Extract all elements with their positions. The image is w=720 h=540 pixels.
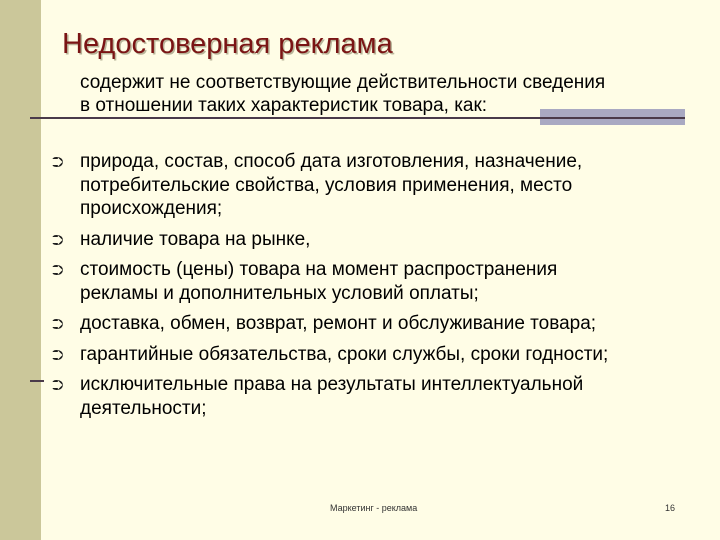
list-item-line: потребительские свойства, условия применения, место	[80, 174, 573, 196]
list-item-line: происхождения;	[80, 198, 223, 219]
list-item-line: наличие товара на рынке,	[80, 228, 311, 250]
left-accent-bar	[0, 0, 41, 540]
curved-arrow-icon: ⮊	[52, 377, 64, 394]
divider-line	[30, 117, 685, 119]
list-item-line: деятельности;	[80, 397, 207, 419]
list-item	[52, 312, 712, 336]
intro-line: содержит не соответствующие действительности сведения	[80, 72, 606, 93]
list-item-line: гарантийные обязательства, сроки службы, сроки годности;	[80, 343, 609, 365]
intro-line: в отношении таких характеристик товара, как:	[80, 95, 488, 116]
curved-arrow-icon: ⮊	[52, 262, 64, 279]
list-item	[52, 343, 712, 367]
list-item	[52, 228, 712, 252]
list-item-line: исключительные права на результаты интеллектуальной	[80, 374, 584, 395]
list-item	[52, 150, 712, 221]
page-number: 16	[665, 503, 676, 513]
bullet-list	[52, 150, 712, 427]
list-item	[52, 258, 712, 305]
curved-arrow-icon: ⮊	[52, 316, 64, 333]
slide-title: Недостоверная реклама	[62, 28, 393, 60]
list-item-line: природа, состав, способ дата изготовления, назначение,	[80, 151, 583, 172]
divider-stub	[30, 380, 44, 382]
footer-label: Маркетинг - реклама	[330, 503, 418, 513]
list-item-line: доставка, обмен, возврат, ремонт и обслуживание товара;	[80, 313, 597, 334]
list-item	[52, 373, 712, 420]
curved-arrow-icon: ⮊	[52, 231, 64, 249]
list-item-line: стоимость (цены) товара на момент распространения	[80, 259, 558, 280]
curved-arrow-icon: ⮊	[52, 346, 64, 364]
curved-arrow-icon: ⮊	[52, 154, 64, 171]
list-item-line: рекламы и дополнительных условий оплаты;	[80, 282, 479, 304]
